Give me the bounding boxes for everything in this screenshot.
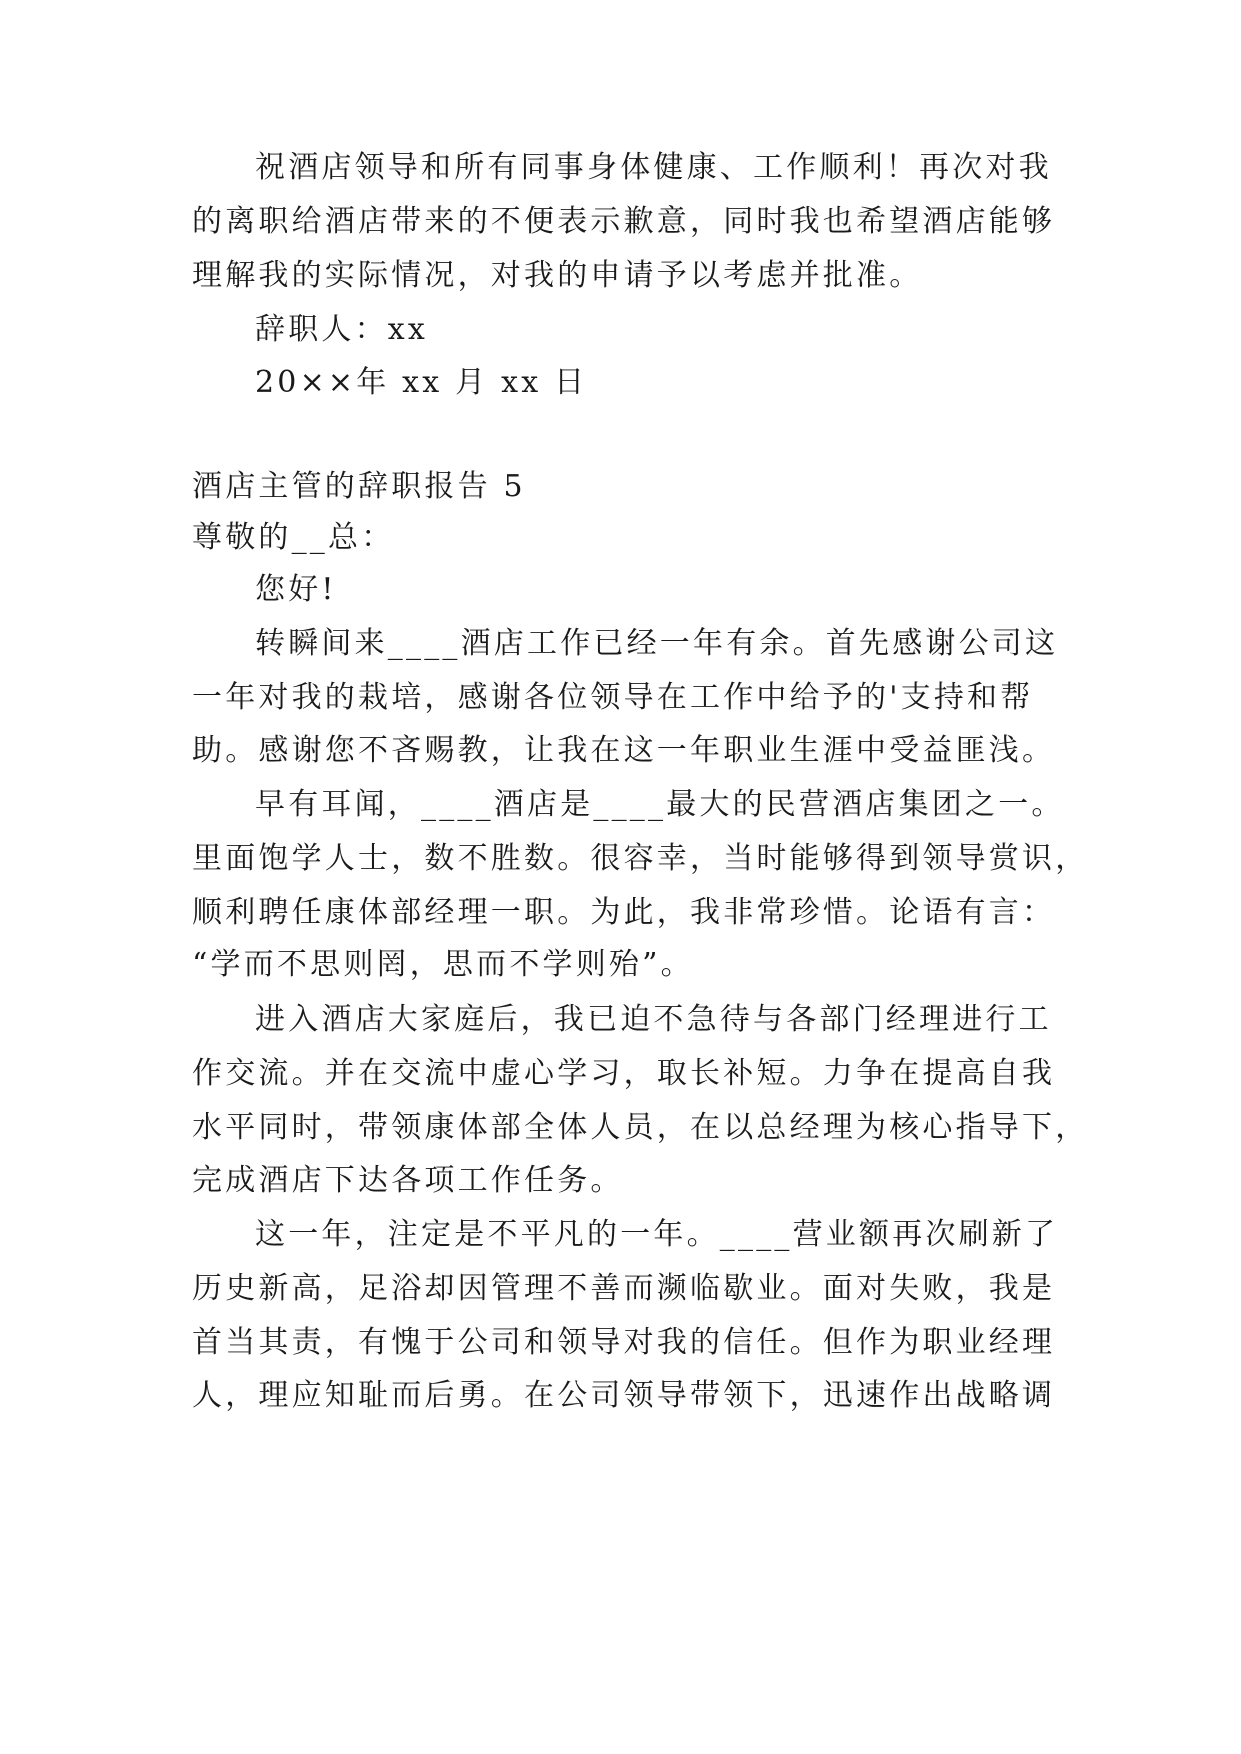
paragraph-line: 进入酒店大家庭后，我已迫不急待与各部门经理进行工 <box>255 1002 1052 1037</box>
paragraph-line: 完成酒店下达各项工作任务。 <box>192 1163 624 1198</box>
date: 20××年 xx 月 xx 日 <box>255 365 588 400</box>
paragraph-line: “学而不思则罔，思而不学则殆”。 <box>192 947 694 982</box>
paragraph-line: 早有耳闻，____酒店是____最大的民营酒店集团之一。 <box>255 787 1065 822</box>
closing-paragraph-line: 祝酒店领导和所有同事身体健康、工作顺利！再次对我 <box>255 150 1052 185</box>
paragraph-line: 水平同时，带领康体部全体人员，在以总经理为核心指导下， <box>192 1110 1089 1145</box>
closing-paragraph-line: 理解我的实际情况，对我的申请予以考虑并批准。 <box>192 258 923 293</box>
paragraph-line: 助。感谢您不吝赐教，让我在这一年职业生涯中受益匪浅。 <box>192 733 1056 768</box>
closing-paragraph-line: 的离职给酒店带来的不便表示歉意，同时我也希望酒店能够 <box>192 204 1056 239</box>
signature: 辞职人：xx <box>255 312 429 347</box>
greeting: 您好! <box>255 572 337 607</box>
paragraph-line: 顺利聘任康体部经理一职。为此，我非常珍惜。论语有言： <box>192 895 1056 930</box>
paragraph-line: 里面饱学人士，数不胜数。很容幸，当时能够得到领导赏识， <box>192 841 1089 876</box>
section-title: 酒店主管的辞职报告 5 <box>192 469 526 504</box>
paragraph-line: 一年对我的栽培，感谢各位领导在工作中给予的'支持和帮 <box>192 680 1034 715</box>
paragraph-line: 首当其责，有愧于公司和领导对我的信任。但作为职业经理 <box>192 1325 1056 1360</box>
paragraph-line: 历史新高，足浴却因管理不善而濒临歇业。面对失败，我是 <box>192 1271 1056 1306</box>
paragraph-line: 这一年，注定是不平凡的一年。____营业额再次刷新了 <box>255 1217 1059 1252</box>
paragraph-line: 人，理应知耻而后勇。在公司领导带领下，迅速作出战略调 <box>192 1378 1056 1413</box>
paragraph-line: 作交流。并在交流中虚心学习，取长补短。力争在提高自我 <box>192 1056 1056 1091</box>
salutation: 尊敬的__总： <box>192 520 395 555</box>
paragraph-line: 转瞬间来____酒店工作已经一年有余。首先感谢公司这 <box>255 626 1059 661</box>
